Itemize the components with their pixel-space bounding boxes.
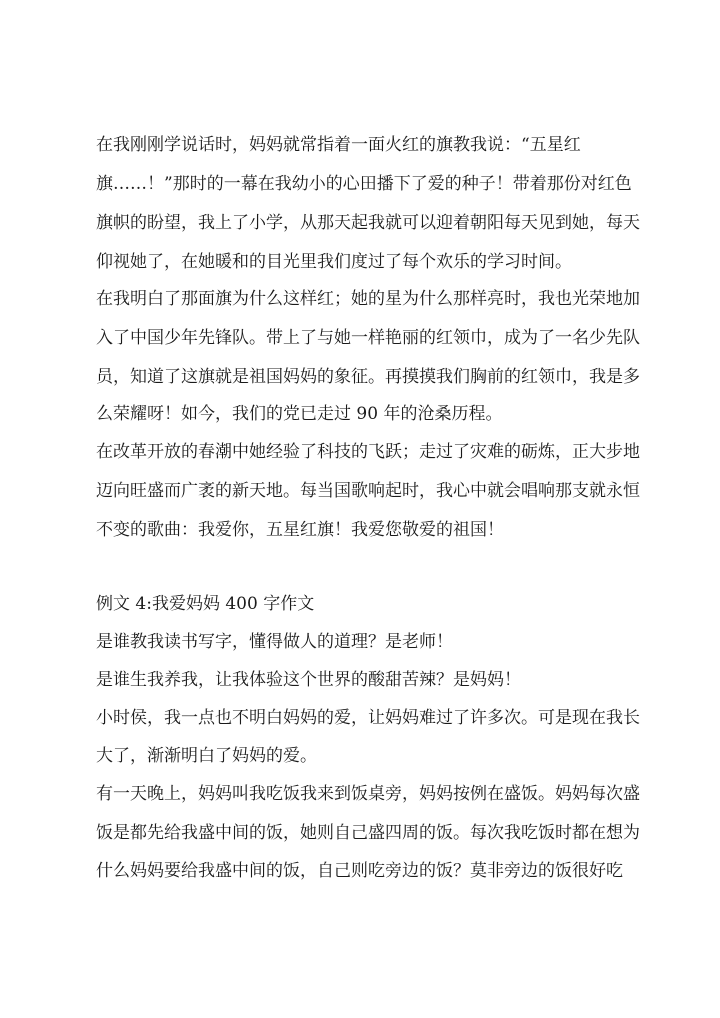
paragraph-line: 什么妈妈要给我盛中间的饭，自己则吃旁边的饭？莫非旁边的饭很好吃 <box>96 861 623 881</box>
paragraph-line: 有一天晚上，妈妈叫我吃饭我来到饭桌旁，妈妈按例在盛饭。妈妈每次盛 <box>96 784 640 804</box>
paragraph-line: 不变的歌曲：我爱你，五星红旗！我爱您敬爱的祖国！ <box>96 520 504 540</box>
paragraph-line: 仰视她了，在她暖和的目光里我们度过了每个欢乐的学习时间。 <box>96 252 572 272</box>
paragraph-line: 在我刚刚学说话时，妈妈就常指着一面火红的旗教我说：“五星红 <box>96 135 581 155</box>
paragraph-line: 在我明白了那面旗为什么这样红；她的星为什么那样亮时，我也光荣地加 <box>96 289 640 309</box>
paragraph-line: 在改革开放的春潮中她经验了科技的飞跃；走过了灾难的砺炼，正大步地 <box>96 442 640 462</box>
paragraph-line: 迈向旺盛而广袤的新天地。每当国歌响起时，我心中就会唱响那支就永恒 <box>96 481 640 501</box>
paragraph-line: 是谁教我读书写字，懂得做人的道理？是老师！ <box>96 632 453 652</box>
paragraph-line: 员，知道了这旗就是祖国妈妈的象征。再摸摸我们胸前的红领巾，我是多 <box>96 367 640 387</box>
paragraph-line: 小时侯，我一点也不明白妈妈的爱，让妈妈难过了许多次。可是现在我长 <box>96 708 640 728</box>
paragraph-line: 大了，渐渐明白了妈妈的爱。 <box>96 746 317 766</box>
paragraph-line: 是谁生我养我，让我体验这个世界的酸甜苦辣？是妈妈！ <box>96 670 521 690</box>
paragraph-line: 么荣耀呀！如今，我们的党已走过 90 年的沧桑历程。 <box>96 404 503 424</box>
paragraph-line: 饭是都先给我盛中间的饭，她则自己盛四周的饭。每次我吃饭时都在想为 <box>96 823 640 843</box>
section-heading: 例文 4:我爱妈妈 400 字作文 <box>96 594 315 614</box>
paragraph-line: 旗帜的盼望，我上了小学，从那天起我就可以迎着朝阳每天见到她，每天 <box>96 213 640 233</box>
paragraph-line: 入了中国少年先锋队。带上了与她一样艳丽的红领巾，成为了一名少先队 <box>96 328 640 348</box>
paragraph-line: 旗……！”那时的一幕在我幼小的心田播下了爱的种子！带着那份对红色 <box>96 174 632 194</box>
